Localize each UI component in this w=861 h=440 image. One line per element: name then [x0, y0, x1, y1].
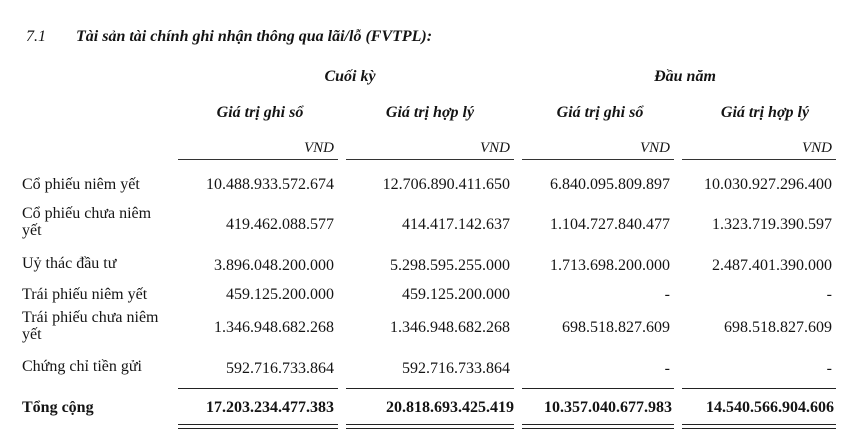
header-rule — [178, 159, 338, 160]
header-rule — [346, 159, 514, 160]
row-label: Trái phiếu chưa niêm yết — [22, 309, 159, 343]
column-header: Giá trị hợp lý — [385, 104, 475, 121]
table-cell: 419.462.088.577 — [226, 216, 334, 233]
column-header: Giá trị ghi sổ — [556, 104, 644, 121]
table-cell: - — [826, 360, 832, 377]
table-cell: 6.840.095.809.897 — [550, 176, 670, 193]
table-cell: 3.896.048.200.000 — [214, 257, 334, 274]
table-cell: 10.488.933.572.674 — [206, 176, 334, 193]
table-cell: 1.713.698.200.000 — [550, 257, 670, 274]
table-cell: 1.323.719.390.597 — [712, 216, 832, 233]
header-rule — [682, 159, 836, 160]
total-top-rule — [346, 388, 514, 389]
unit-label: VND — [640, 140, 670, 156]
total-cell: 10.357.040.677.983 — [544, 399, 672, 416]
total-double-rule — [346, 424, 514, 429]
section-title-text: Tài sản tài chính ghi nhận thông qua lãi/lỗ (FVTPL): — [76, 28, 433, 45]
total-cell: 20.818.693.425.419 — [386, 399, 514, 416]
table-cell: 459.125.200.000 — [226, 286, 334, 303]
table-cell: 592.716.733.864 — [226, 360, 334, 377]
total-top-rule — [178, 388, 338, 389]
row-label: Cổ phiếu niêm yết — [22, 176, 140, 193]
section-title — [26, 28, 432, 46]
row-label: Trái phiếu niêm yết — [22, 286, 148, 303]
total-top-rule — [682, 388, 836, 389]
unit-label: VND — [304, 140, 334, 156]
unit-label: VND — [480, 140, 510, 156]
table-cell: 414.417.142.637 — [402, 216, 510, 233]
table-cell: 1.346.948.682.268 — [214, 319, 334, 336]
total-label: Tổng cộng — [22, 399, 94, 416]
table-cell: - — [826, 286, 832, 303]
table-cell: 698.518.827.609 — [724, 319, 832, 336]
table-cell: 592.716.733.864 — [402, 360, 510, 377]
row-label: Cổ phiếu chưa niêm yết — [22, 205, 152, 239]
group-header-beginning-of-year: Đầu năm — [654, 68, 716, 85]
total-double-rule — [682, 424, 836, 429]
table-cell: 459.125.200.000 — [402, 286, 510, 303]
table-cell: 698.518.827.609 — [562, 319, 670, 336]
table-cell: - — [664, 360, 670, 377]
row-label: Uỷ thác đầu tư — [22, 255, 117, 272]
table-cell: 12.706.890.411.650 — [382, 176, 510, 193]
table-cell: 2.487.401.390.000 — [712, 257, 832, 274]
unit-label: VND — [802, 140, 832, 156]
total-double-rule — [178, 424, 338, 429]
header-rule — [522, 159, 674, 160]
total-cell: 14.540.566.904.606 — [706, 399, 834, 416]
table-cell: 1.104.727.840.477 — [550, 216, 670, 233]
total-double-rule — [522, 424, 674, 429]
table-cell: - — [664, 286, 670, 303]
column-header: Giá trị hợp lý — [720, 104, 810, 121]
table-cell: 10.030.927.296.400 — [704, 176, 832, 193]
row-label: Chứng chỉ tiền gửi — [22, 358, 142, 375]
group-header-end-of-period: Cuối kỳ — [324, 68, 376, 85]
table-cell: 5.298.595.255.000 — [390, 257, 510, 274]
column-header: Giá trị ghi sổ — [216, 104, 304, 121]
section-number: 7.1 — [26, 28, 46, 45]
total-top-rule — [522, 388, 674, 389]
total-cell: 17.203.234.477.383 — [206, 399, 334, 416]
table-cell: 1.346.948.682.268 — [390, 319, 510, 336]
